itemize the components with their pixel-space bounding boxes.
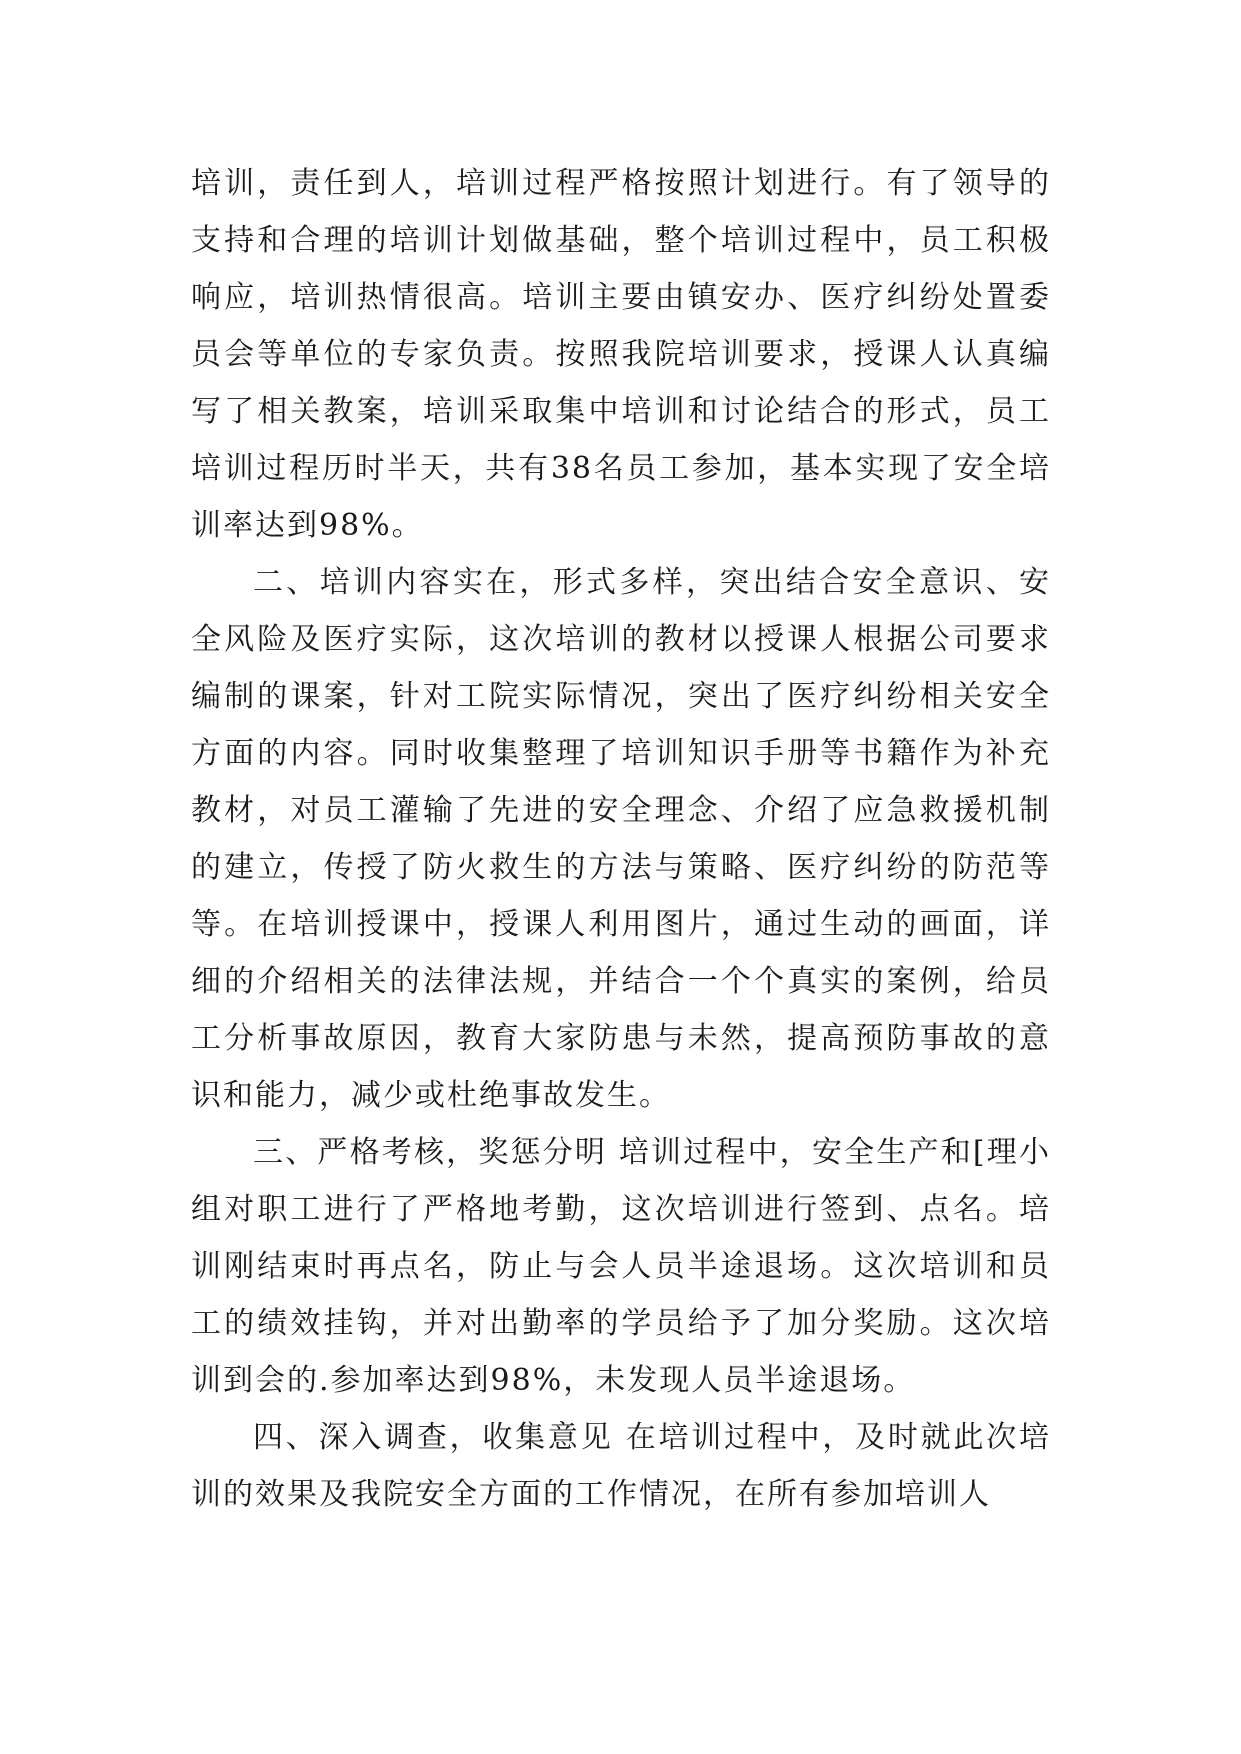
paragraph-4: 四、深入调查，收集意见 在培训过程中，及时就此次培训的效果及我院安全方面的工作情况，在所有参加培训人 [191, 1420, 1051, 1512]
paragraph-1: 培训，责任到人，培训过程严格按照计划进行。有了领导的支持和合理的培训计划做基础，整个培训过程中，员工积极响应，培训热情很高。培训主要由镇安办、医疗纠纷处置委员会等单位的专家负责。按照我院培训要求，授课人认真编写了相关教案，培训采取集中培训和讨论结合的形式，员工培训过程历时半天，共有38名员工参加，基本实现了安全培训率达到98%。 [191, 166, 1051, 543]
paragraph-3: 三、严格考核，奖惩分明 培训过程中，安全生产和[理小组对职工进行了严格地考勤，这次培训进行签到、点名。培训刚结束时再点名，防止与会人员半途退场。这次培训和员工的绩效挂钩，并对出勤率的学员给予了加分奖励。这次培训到会的.参加率达到98%，未发现人员半途退场。 [191, 1135, 1051, 1398]
paragraph-2: 二、培训内容实在，形式多样，突出结合安全意识、安全风险及医疗实际，这次培训的教材以授课人根据公司要求编制的课案，针对工院实际情况，突出了医疗纠纷相关安全方面的内容。同时收集整理了培训知识手册等书籍作为补充教材，对员工灌输了先进的安全理念、介绍了应急救援机制的建立，传授了防火救生的方法与策略、医疗纠纷的防范等等。在培训授课中，授课人利用图片，通过生动的画面，详细的介绍相关的法律法规，并结合一个个真实的案例，给员工分析事故原因，教育大家防患与未然，提高预防事故的意识和能力，减少或杜绝事故发生。 [191, 565, 1051, 1113]
document-body [191, 155, 1051, 1523]
